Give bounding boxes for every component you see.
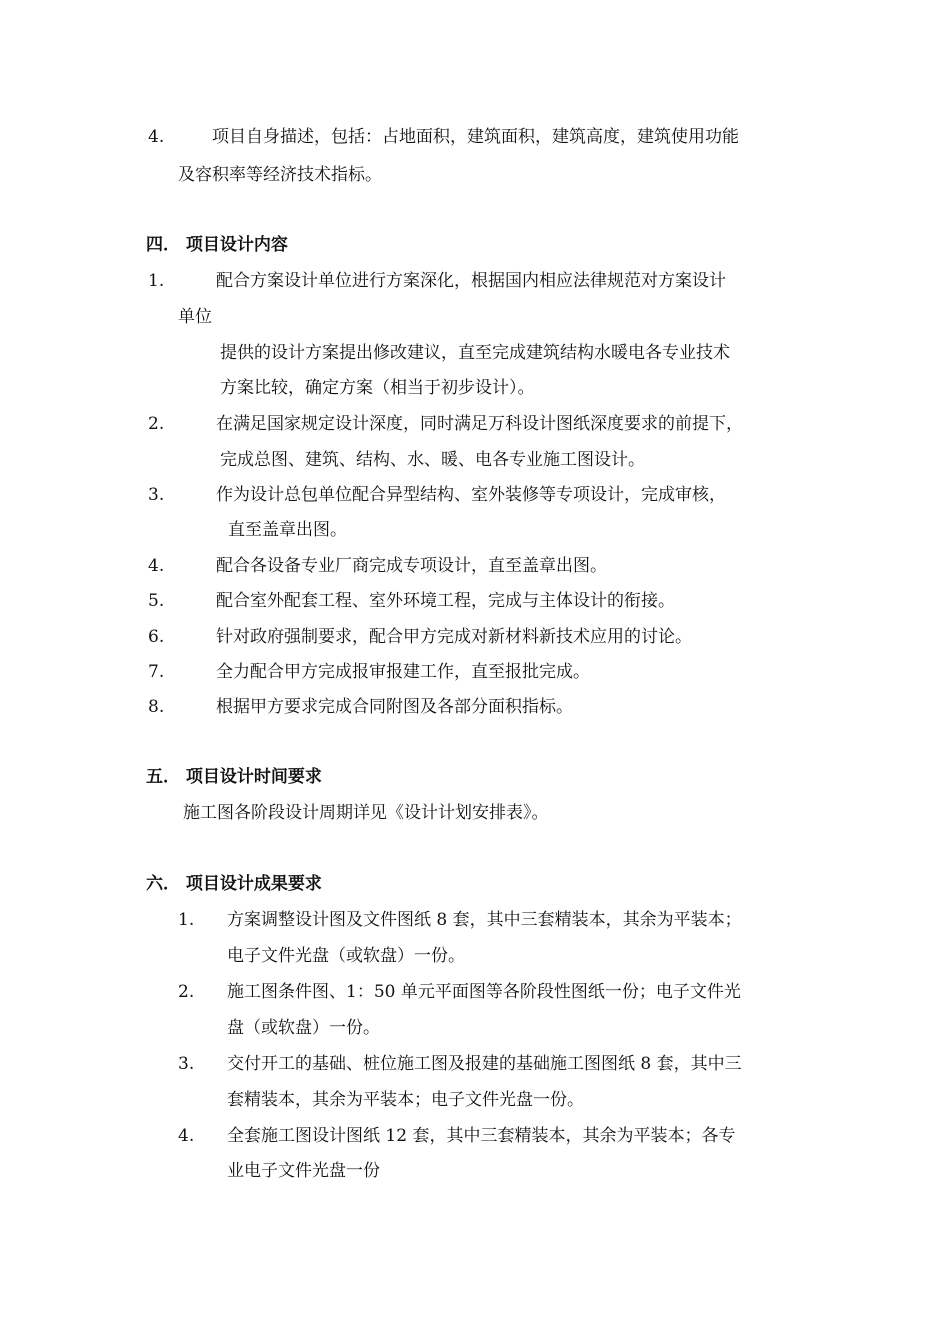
paragraph-line: 盘（或软盘）一份。 (227, 1018, 380, 1038)
paragraph-line: 针对政府强制要求，配合甲方完成对新材料新技术应用的讨论。 (216, 627, 692, 647)
list-number: 6. (148, 627, 165, 647)
paragraph-line: 单位 (178, 307, 212, 327)
section-heading: 五． 项目设计时间要求 (146, 767, 322, 787)
paragraph-line: 交付开工的基础、桩位施工图及报建的基础施工图图纸 8 套，其中三 (227, 1054, 742, 1074)
paragraph-line: 项目自身描述，包括：占地面积，建筑面积，建筑高度，建筑使用功能 (212, 127, 739, 147)
list-number: 8. (148, 697, 165, 717)
paragraph-line: 配合各设备专业厂商完成专项设计，直至盖章出图。 (216, 556, 607, 576)
paragraph-line: 完成总图、建筑、结构、水、暖、电各专业施工图设计。 (220, 450, 645, 470)
paragraph-line: 根据甲方要求完成合同附图及各部分面积指标。 (216, 697, 573, 717)
list-number: 3. (148, 485, 165, 505)
list-number: 7. (148, 662, 165, 682)
list-number: 3. (178, 1054, 195, 1074)
paragraph-line: 作为设计总包单位配合异型结构、室外装修等专项设计，完成审核， (216, 485, 726, 505)
paragraph-line: 配合室外配套工程、室外环境工程，完成与主体设计的衔接。 (216, 591, 675, 611)
paragraph-line: 提供的设计方案提出修改建议，直至完成建筑结构水暖电各专业技术 (220, 343, 730, 363)
list-number: 4. (148, 127, 165, 147)
paragraph-line: 业电子文件光盘一份 (227, 1161, 380, 1181)
list-number: 2. (178, 982, 195, 1002)
paragraph-line: 直至盖章出图。 (228, 520, 347, 540)
paragraph-line: 全力配合甲方完成报审报建工作，直至报批完成。 (216, 662, 590, 682)
paragraph-line: 套精装本，其余为平装本；电子文件光盘一份。 (227, 1090, 584, 1110)
paragraph-line: 方案调整设计图及文件图纸 8 套，其中三套精装本，其余为平装本； (227, 910, 742, 930)
paragraph-line: 施工图各阶段设计周期详见《设计计划安排表》。 (183, 803, 549, 823)
paragraph-line: 电子文件光盘（或软盘）一份。 (227, 946, 465, 966)
paragraph-line: 配合方案设计单位进行方案深化，根据国内相应法律规范对方案设计 (216, 271, 726, 291)
list-number: 2. (148, 414, 165, 434)
section-heading: 六． 项目设计成果要求 (146, 874, 322, 894)
list-number: 5. (148, 591, 165, 611)
list-number: 4. (148, 556, 165, 576)
section-heading: 四． 项目设计内容 (146, 235, 288, 255)
paragraph-line: 及容积率等经济技术指标。 (178, 165, 382, 185)
paragraph-line: 施工图条件图、1：50 单元平面图等各阶段性图纸一份；电子文件光 (227, 982, 741, 1002)
paragraph-line: 全套施工图设计图纸 12 套，其中三套精装本，其余为平装本；各专 (227, 1126, 736, 1146)
list-number: 1. (178, 910, 195, 930)
list-number: 1. (148, 271, 165, 291)
paragraph-line: 在满足国家规定设计深度，同时满足万科设计图纸深度要求的前提下， (216, 414, 743, 434)
paragraph-line: 方案比较，确定方案（相当于初步设计）。 (220, 378, 535, 398)
list-number: 4. (178, 1126, 195, 1146)
